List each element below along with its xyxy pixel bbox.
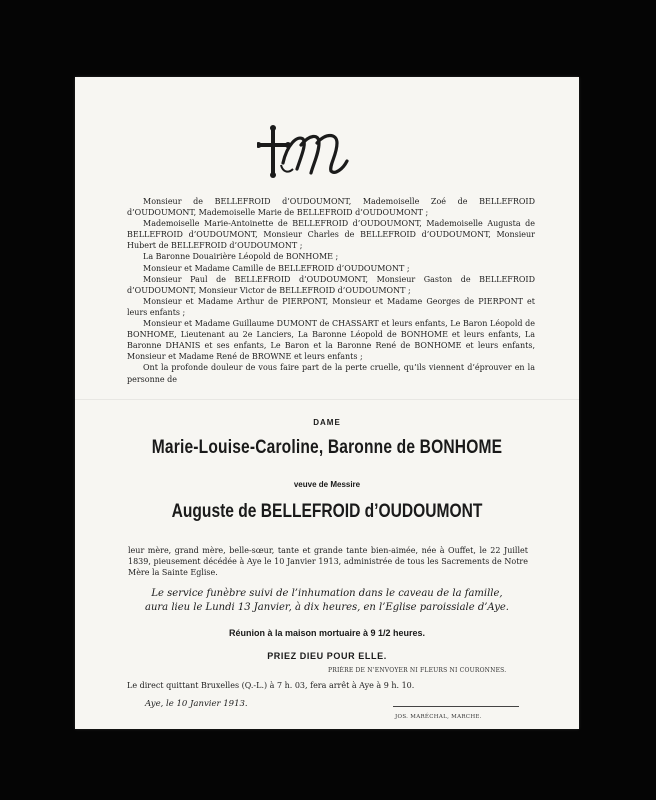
fold-line xyxy=(75,399,579,400)
mourners-list xyxy=(127,196,535,385)
divider xyxy=(393,706,519,707)
mourners-paragraph: Mademoiselle Marie-Antoinette de BELLEFROID d’OUDOUMONT, Mademoiselle Augusta de BELLEFROID d’OUDOUMONT, Monsieur Charles de BELLEFROID d’OUDOUMONT, Monsieur Hubert de BELLEFROID d’OUDOUMONT ; xyxy=(127,219,535,251)
prayer-request: PRIEZ DIEU POUR ELLE. xyxy=(267,651,387,661)
gathering-notice: Réunion à la maison mortuaire à 9 1/2 heures. xyxy=(228,628,426,638)
printer-credit: JOS. MARÉCHAL, MARCHE. xyxy=(395,714,482,720)
death-notice-card xyxy=(75,77,579,729)
mourners-paragraph: Monsieur et Madame Camille de BELLEFROID d’OUDOUMONT ; xyxy=(143,263,410,273)
husband-name: Auguste de BELLEFROID d’OUDOUMONT xyxy=(171,501,483,522)
funeral-service-notice xyxy=(115,587,539,615)
service-line: Le service funèbre suivi de l’inhumation dans le caveau de la famille, xyxy=(151,588,503,599)
dame-label: DAME xyxy=(313,418,341,427)
widow-label: veuve de Messire xyxy=(293,480,361,489)
train-notice: Le direct quittant Bruxelles (Q.-L.) à 7 h. 03, fera arrêt à Aye à 9 h. 10. xyxy=(127,681,415,690)
cross-monogram-icon xyxy=(257,125,367,185)
no-flowers-notice: PRIÈRE DE N’ENVOYER NI FLEURS NI COURONNES. xyxy=(328,667,507,674)
mourners-paragraph: Monsieur et Madame Guillaume DUMONT de CHASSART et leurs enfants, Le Baron Léopold de BONHOME, Lieutenant au 2e Lanciers, La Baronne Léopold de BONHOME et leurs enfants, La Baronne DHANIS et ses enfants, Le Baron et la Baronne René de BONHOME et leurs enfants, Monsieur et Madame René de BROWNE et leurs enfants ; xyxy=(127,319,535,362)
service-line: aura lieu le Lundi 13 Janvier, à dix heures, en l’Eglise paroissiale d’Aye. xyxy=(145,602,509,613)
biography-text: leur mère, grand mère, belle-sœur, tante et grande tante bien-aimée, née à Ouffet, le 22 Juillet 1839, pieusement décédée à Aye le 10 Janvier 1913, administrée de tous les Sacrements de Notre Mère la Sainte Eglise. xyxy=(128,546,528,578)
deceased-name: Marie-Louise-Caroline, Baronne de BONHOME xyxy=(151,437,503,458)
place-date: Aye, le 10 Janvier 1913. xyxy=(145,699,248,709)
mourners-paragraph: Monsieur de BELLEFROID d’OUDOUMONT, Mademoiselle Zoé de BELLEFROID d’OUDOUMONT, Mademoiselle Marie de BELLEFROID d’OUDOUMONT ; xyxy=(127,197,535,218)
mourners-paragraph: Monsieur Paul de BELLEFROID d’OUDOUMONT, Monsieur Gaston de BELLEFROID d’OUDOUMONT, Monsieur Victor de BELLEFROID d’OUDOUMONT ; xyxy=(127,274,535,295)
mourners-paragraph: Monsieur et Madame Arthur de PIERPONT, Monsieur et Madame Georges de PIERPONT et leurs enfants ; xyxy=(127,296,535,317)
mourners-paragraph: La Baronne Douairière Léopold de BONHOME ; xyxy=(143,252,339,262)
announcement-paragraph: Ont la profonde douleur de vous faire part de la perte cruelle, qu’ils viennent d’éprouver en la personne de xyxy=(127,363,535,384)
